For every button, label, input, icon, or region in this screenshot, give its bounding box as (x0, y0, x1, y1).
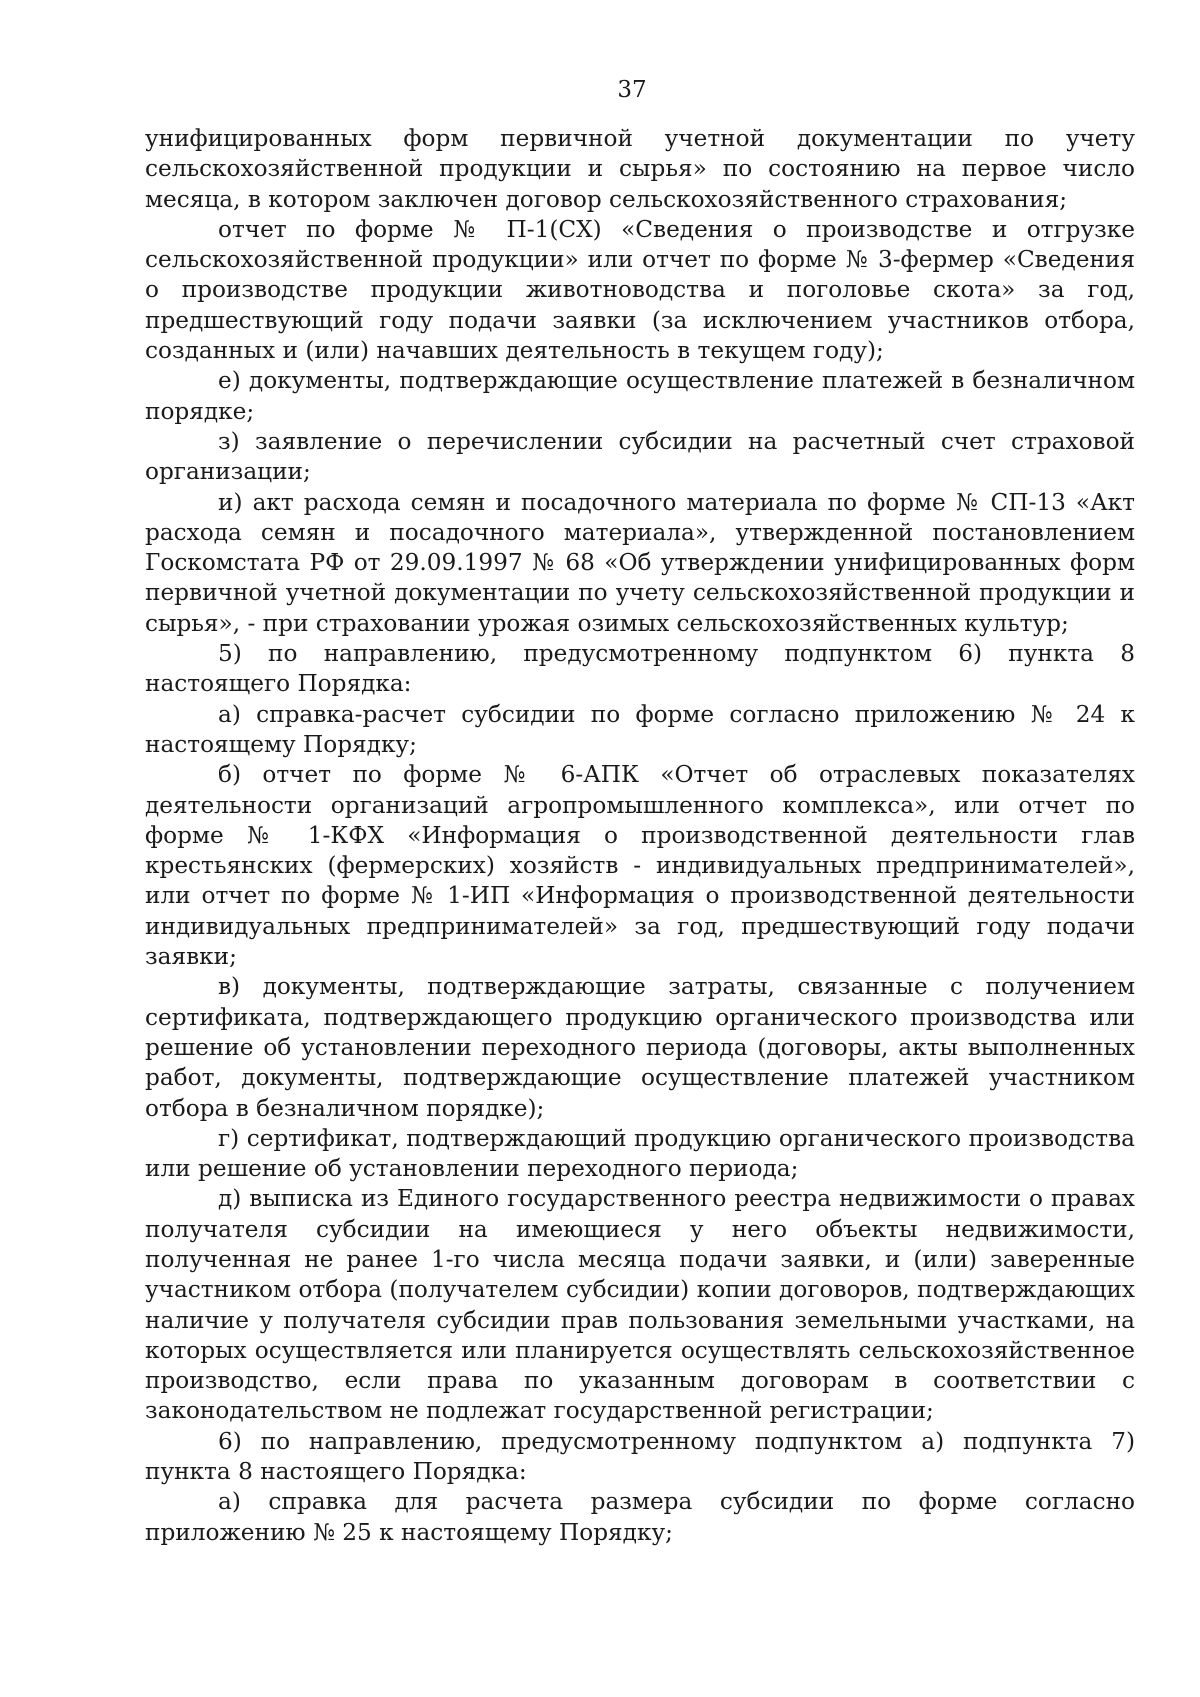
paragraph-continuation: унифицированных форм первичной учетной документации по учету сельскохозяйственной продукции и сырья» по состоянию на первое число месяца, в котором заключен договор сельскохозяйственного страхования; (145, 125, 1135, 213)
paragraph-point-5-v: в) документы, подтверждающие затраты, связанные с получением сертификата, подтверждающего продукцию органического производства или решение об установлении переходного периода (договоры, акты выполненных работ, документы, подтверждающие осуществление платежей участником отбора в безналичном порядке); (145, 973, 1135, 1122)
paragraph-point-6-a: а) справка для расчета размера субсидии по форме согласно приложению № 25 к настоящему Порядку; (145, 1488, 1135, 1546)
page-number: 37 (617, 77, 647, 103)
paragraph-report-p1-sh: отчет по форме № П-1(СХ) «Сведения о производстве и отгрузке сельскохозяйственной продукции» или отчет по форме № 3-фермер «Сведения о производстве продукции животноводства и поголовье скота» за год, предшествующий году подачи заявки (за исключением участников отбора, созданных и (или) начавших деятельность в текущем году); (145, 215, 1135, 365)
paragraph-item-z: з) заявление о перечислении субсидии на расчетный счет страховой организации; (145, 427, 1135, 486)
paragraph-item-e: е) документы, подтверждающие осуществление платежей в безналичном порядке; (145, 367, 1135, 425)
paragraph-point-5: 5) по направлению, предусмотренному подпунктом 6) пункта 8 настоящего Порядка: (145, 640, 1135, 698)
paragraph-point-5-g: г) сертификат, подтверждающий продукцию органического производства или решение об установлении переходного периода; (145, 1124, 1135, 1183)
document-body (145, 124, 1135, 1548)
paragraph-item-i: и) акт расхода семян и посадочного материала по форме № СП-13 «Акт расхода семян и посадочного материала», утвержденной постановлением Госкомстата РФ от 29.09.1997 № 68 «Об утверждении унифицированных форм первичной учетной документации по учету сельскохозяйственной продукции и сырья», - при страховании урожая озимых сельскохозяйственных культур; (145, 488, 1135, 637)
paragraph-point-6: 6) по направлению, предусмотренному подпунктом а) подпункта 7) пункта 8 настоящего Порядка: (145, 1427, 1135, 1486)
paragraph-point-5-b: б) отчет по форме № 6-АПК «Отчет об отраслевых показателях деятельности организаций агропромышленного комплекса», или отчет по форме № 1-КФХ «Информация о производственной деятельности глав крестьянских (фермерских) хозяйств - индивидуальных предпринимателей», или отчет по форме № 1-ИП «Информация о производственной деятельности индивидуальных предпринимателей» за год, предшествующий году подачи заявки; (145, 761, 1135, 971)
paragraph-point-5-d: д) выписка из Единого государственного реестра недвижимости о правах получателя субсидии на имеющиеся у него объекты недвижимости, полученная не ранее 1-го числа месяца подачи заявки, и (или) заверенные участником отбора (получателем субсидии) копии договоров, подтверждающих наличие у получателя субсидии прав пользования земельными участками, на которых осуществляется или планируется осуществлять сельскохозяйственное производство, если права по указанным договорам в соответствии с законодательством не подлежат государственной регистрации; (145, 1185, 1135, 1425)
paragraph-point-5-a: а) справка-расчет субсидии по форме согласно приложению № 24 к настоящему Порядку; (145, 700, 1135, 758)
